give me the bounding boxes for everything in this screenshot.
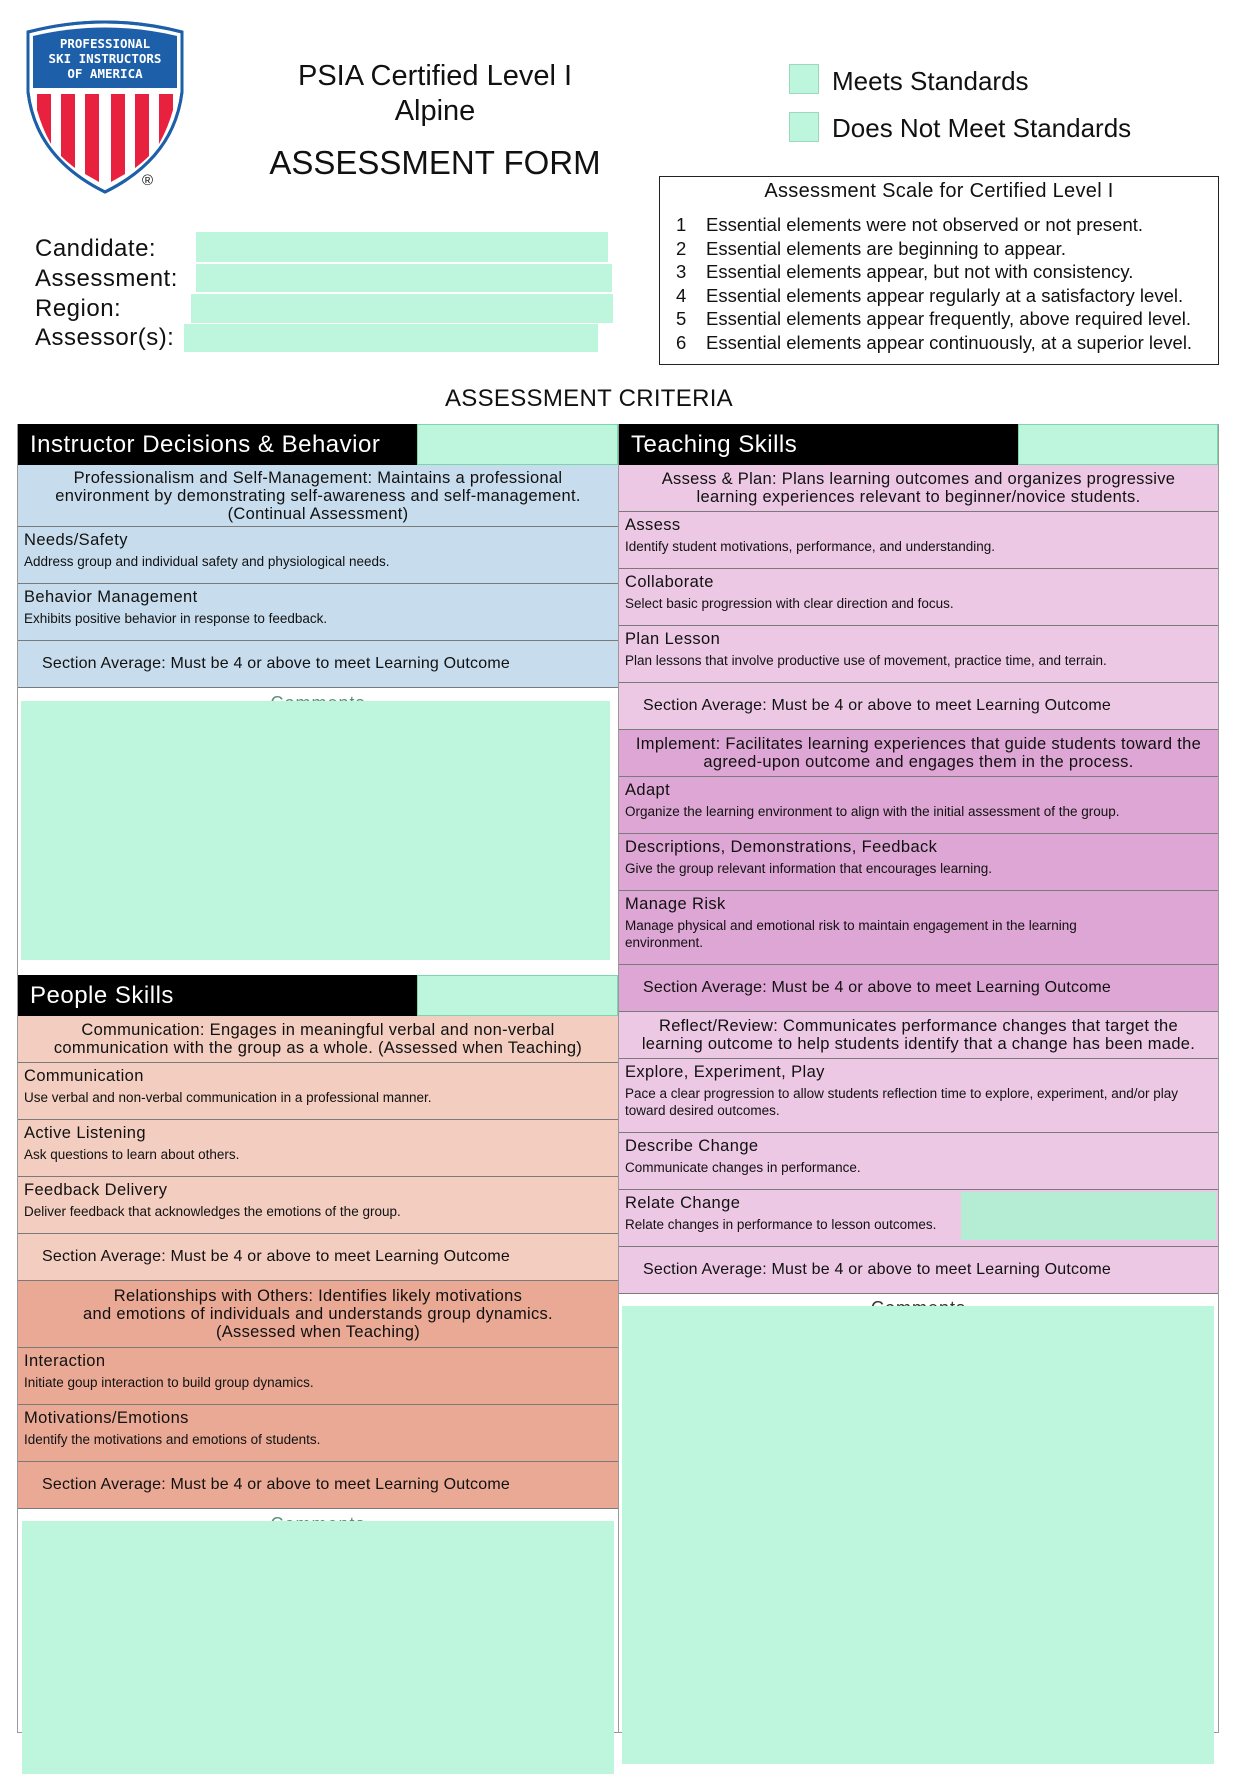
region-label: Region: <box>35 295 122 322</box>
criteria-description: Deliver feedback that acknowledges the emotions of the group. <box>24 1204 401 1219</box>
criteria-description: Organize the learning environment to align with the initial assessment of the group. <box>625 804 1120 819</box>
criteria-title: Plan Lesson <box>625 630 721 648</box>
reflect-review-outcome: Reflect/Review: Communicates performance changes that target the learning outcome to help students identify that a change has been made. <box>619 1012 1218 1059</box>
instructor-outcome: Professionalism and Self-Management: Maintains a professional environment by demonstrating self-awareness and self-management. (Continual Assessment) <box>18 465 618 527</box>
does-not-meet-swatch[interactable] <box>789 112 819 142</box>
candidate-field[interactable] <box>196 232 608 262</box>
criteria-row <box>619 1133 1218 1190</box>
scale-number: 3 <box>676 261 687 282</box>
assess-plan-section-average: Section Average: Must be 4 or above to meet Learning Outcome <box>619 683 1218 730</box>
instructor-section-score[interactable] <box>417 424 618 465</box>
instructor-comments-field[interactable] <box>21 701 610 960</box>
criteria-title: Adapt <box>625 781 671 799</box>
logo-text-line-1: PROFESSIONAL <box>59 36 151 51</box>
criteria-row <box>18 527 618 584</box>
criteria-description: Ask questions to learn about others. <box>24 1147 240 1162</box>
criteria-title: Collaborate <box>625 573 714 591</box>
criteria-row <box>18 1063 618 1120</box>
criteria-title: Descriptions, Demonstrations, Feedback <box>625 838 938 856</box>
meets-standards-label: Meets Standards <box>832 66 1029 96</box>
criteria-title: Communication <box>24 1067 144 1085</box>
criteria-row <box>619 569 1218 626</box>
scale-item <box>660 213 1218 237</box>
criteria-title: Describe Change <box>625 1137 759 1155</box>
criteria-row <box>619 834 1218 891</box>
title-line-1: PSIA Certified Level I <box>297 60 573 92</box>
criteria-description: Exhibits positive behavior in response to feedback. <box>24 611 328 626</box>
criteria-row <box>619 626 1218 683</box>
assessors-label: Assessor(s): <box>35 324 175 351</box>
scale-item <box>660 237 1218 261</box>
criteria-title: Motivations/Emotions <box>24 1409 189 1427</box>
left-column <box>18 424 618 1779</box>
teaching-comments-area <box>619 1294 1218 1789</box>
communication-outcome: Communication: Engages in meaningful verbal and non-verbal communication with the group as a whole. (Assessed when Teaching) <box>18 1016 618 1063</box>
scale-item <box>660 331 1218 355</box>
scale-text: Essential elements appear, but not with consistency. <box>706 261 1134 282</box>
criteria-description: Pace a clear progression to allow students reflection time to explore, experiment, and/or play toward desired outcomes. <box>625 1086 1179 1118</box>
people-comments-area <box>18 1509 618 1779</box>
people-comments-field[interactable] <box>22 1521 614 1774</box>
criteria-title: ASSESSMENT CRITERIA <box>445 385 733 412</box>
instructor-comments-area <box>18 688 618 975</box>
teaching-section-title: Teaching Skills <box>619 424 1018 465</box>
scale-text: Essential elements appear frequently, above required level. <box>706 308 1192 329</box>
teaching-comments-field[interactable] <box>622 1306 1214 1764</box>
instructor-section-average: Section Average: Must be 4 or above to meet Learning Outcome <box>18 641 618 688</box>
instructor-header <box>18 424 618 465</box>
criteria-title: Explore, Experiment, Play <box>625 1063 825 1081</box>
criteria-title: Interaction <box>24 1352 106 1370</box>
criteria-row <box>619 1190 1218 1247</box>
relationships-outcome-line-3: (Assessed when Teaching) <box>215 1323 421 1341</box>
criteria-description: Communicate changes in performance. <box>625 1160 861 1175</box>
criteria-description: Address group and individual safety and physiological needs. <box>24 554 390 569</box>
scale-text: Essential elements were not observed or not present. <box>706 214 1144 235</box>
assessment-scale-list <box>660 213 1218 354</box>
criteria-row <box>619 777 1218 834</box>
criteria-title: Needs/Safety <box>24 531 128 549</box>
criteria-row <box>18 1177 618 1234</box>
psia-logo <box>24 18 186 196</box>
criteria-description: Relate changes in performance to lesson outcomes. <box>625 1217 937 1232</box>
teaching-section-score[interactable] <box>1018 424 1218 465</box>
criteria-title: Relate Change <box>625 1194 741 1212</box>
criteria-title: Manage Risk <box>625 895 726 913</box>
assessment-scale-box <box>659 176 1219 365</box>
logo-text-line-2: SKI INSTRUCTORS <box>48 51 162 66</box>
candidate-label: Candidate: <box>35 235 157 262</box>
criteria-title: Behavior Management <box>24 588 198 606</box>
title-line-2: Alpine <box>394 95 476 127</box>
criteria-description: Identify the motivations and emotions of students. <box>24 1432 321 1447</box>
assessment-scale-title: Assessment Scale for Certified Level I <box>764 180 1114 202</box>
instructor-section-title: Instructor Decisions & Behavior <box>18 424 417 465</box>
right-column <box>619 424 1218 1789</box>
people-header <box>18 975 618 1016</box>
criteria-row <box>619 891 1218 965</box>
implement-section-average: Section Average: Must be 4 or above to meet Learning Outcome <box>619 965 1218 1012</box>
scale-text: Essential elements appear continuously, at a superior level. <box>706 331 1193 353</box>
criteria-description: Plan lessons that involve productive use of movement, practice time, and terrain. <box>625 653 1107 668</box>
criteria-row <box>18 1405 618 1462</box>
criteria-row <box>619 1059 1218 1133</box>
scale-item <box>660 260 1218 284</box>
relationships-outcome-line-1: Relationships with Others: Identifies likely motivations <box>113 1287 523 1305</box>
scale-item <box>660 284 1218 308</box>
assessment-label: Assessment: <box>35 265 178 292</box>
relationships-outcome-line-2: and emotions of individuals and understands group dynamics. <box>83 1305 553 1323</box>
criteria-description: Give the group relevant information that encourages learning. <box>625 861 992 876</box>
assessment-field[interactable] <box>196 264 612 292</box>
assessors-field[interactable] <box>184 324 598 352</box>
implement-outcome: Implement: Facilitates learning experiences that guide students toward the agreed-upon outcome and engages them in the process. <box>619 730 1218 777</box>
relationships-section-average: Section Average: Must be 4 or above to meet Learning Outcome <box>18 1462 618 1509</box>
people-section-average: Section Average: Must be 4 or above to meet Learning Outcome <box>18 1234 618 1281</box>
people-section-title: People Skills <box>18 975 417 1016</box>
criteria-row <box>18 584 618 641</box>
region-field[interactable] <box>191 294 613 323</box>
criteria-description: Select basic progression with clear direction and focus. <box>625 596 954 611</box>
criteria-description: Initiate goup interaction to build group dynamics. <box>24 1375 314 1390</box>
does-not-meet-label: Does Not Meet Standards <box>832 113 1132 143</box>
criteria-title: Active Listening <box>24 1124 146 1142</box>
criteria-description: Manage physical and emotional risk to maintain engagement in the learning environment. <box>625 918 1077 950</box>
scale-number: 5 <box>676 308 687 329</box>
assess-plan-outcome: Assess & Plan: Plans learning outcomes and organizes progressive learning experiences relevant to beginner/novice students. <box>619 465 1218 512</box>
scale-number: 4 <box>676 284 687 306</box>
scale-item <box>660 307 1218 331</box>
form-title: ASSESSMENT FORM <box>269 144 601 181</box>
reflect-review-section-average: Section Average: Must be 4 or above to meet Learning Outcome <box>619 1247 1218 1294</box>
relationships-outcome <box>18 1281 618 1348</box>
scale-number: 6 <box>676 331 687 353</box>
criteria-title: Assess <box>625 516 681 534</box>
criteria-description: Identify student motivations, performance, and understanding. <box>625 539 995 554</box>
teaching-header <box>619 424 1218 465</box>
relate-change-score[interactable] <box>961 1192 1216 1240</box>
scale-text: Essential elements appear regularly at a satisfactory level. <box>706 284 1184 306</box>
criteria-row <box>18 1120 618 1177</box>
criteria-title: Feedback Delivery <box>24 1181 168 1199</box>
logo-text-line-3: OF AMERICA <box>67 66 143 81</box>
meets-standards-swatch[interactable] <box>789 64 819 94</box>
criteria-row <box>619 512 1218 569</box>
scale-number: 2 <box>676 237 687 259</box>
criteria-description: Use verbal and non-verbal communication in a professional manner. <box>24 1090 432 1105</box>
scale-text: Essential elements are beginning to appear. <box>706 237 1066 259</box>
registered-mark: ® <box>142 172 154 189</box>
scale-number: 1 <box>676 214 687 235</box>
criteria-row <box>18 1348 618 1405</box>
people-section-score[interactable] <box>417 975 618 1016</box>
